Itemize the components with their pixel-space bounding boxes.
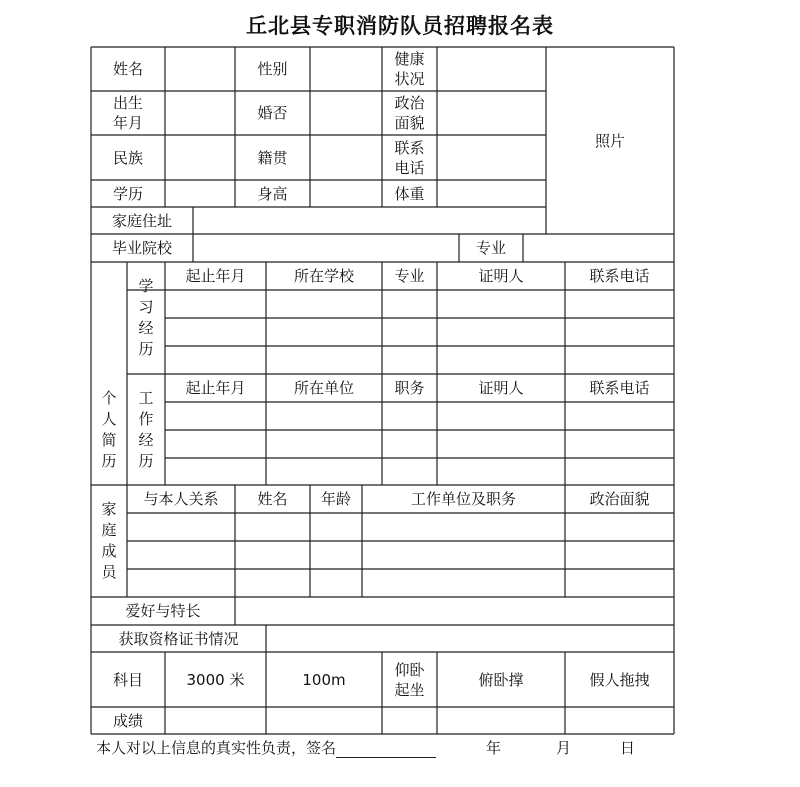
native-label <box>235 135 310 180</box>
exam-item-3-text: 俯卧撑 <box>478 670 524 689</box>
major-label-text: 专业 <box>475 239 506 257</box>
exam-item-1 <box>266 652 382 707</box>
exam-item-3 <box>437 652 565 707</box>
statement-text: 本人对以上信息的真实性负责，签名 <box>96 739 337 757</box>
score-label <box>91 707 165 734</box>
family-header-3 <box>362 485 565 513</box>
work-label-text: 工作经历 <box>138 388 154 470</box>
study-header-0 <box>165 262 266 290</box>
family-header-3-text: 工作单位及职务 <box>410 490 516 508</box>
exam-item-4 <box>565 652 674 707</box>
family-header-0 <box>127 485 235 513</box>
address-label-text: 家庭住址 <box>111 211 172 230</box>
height-label-text: 身高 <box>257 184 288 203</box>
family-header-4 <box>565 485 674 513</box>
name-label-text: 姓名 <box>112 60 143 78</box>
family-header-4-text: 政治面貌 <box>589 490 650 508</box>
exam-item-0 <box>165 652 266 707</box>
family-header-1-text: 姓名 <box>257 490 288 508</box>
family-header-2-text: 年龄 <box>320 490 351 508</box>
family-header-1 <box>235 485 310 513</box>
work-header-2 <box>382 374 437 402</box>
study-header-0-text: 起止年月 <box>185 267 246 285</box>
work-header-1 <box>266 374 382 402</box>
family-header-0-text: 与本人关系 <box>143 490 219 508</box>
address-label <box>91 207 193 234</box>
subject-label <box>91 652 165 707</box>
marriage-label <box>235 91 310 135</box>
score-label-text: 成绩 <box>112 711 143 730</box>
signature-statement <box>96 737 635 758</box>
family-header-2 <box>310 485 362 513</box>
work-header-2-text: 职务 <box>394 379 425 397</box>
political-label <box>382 91 437 135</box>
hobbies-label <box>91 597 235 625</box>
work-label <box>127 374 165 485</box>
exam-item-2-text: 仰卧起坐 <box>394 660 425 699</box>
birth-label <box>91 91 165 135</box>
study-header-4-text: 联系电话 <box>589 267 650 285</box>
work-header-4-text: 联系电话 <box>589 379 650 397</box>
day-label: 日 <box>620 739 636 757</box>
major-label <box>459 234 523 262</box>
health-label-text: 健康状况 <box>394 50 425 88</box>
height-label <box>235 180 310 207</box>
hobbies-label-text: 爱好与特长 <box>125 602 201 620</box>
work-header-1-text: 所在单位 <box>293 379 354 397</box>
family-label-text: 家庭成员 <box>101 500 117 581</box>
work-header-0 <box>165 374 266 402</box>
study-label <box>127 262 165 374</box>
exam-item-2 <box>382 652 437 707</box>
work-header-0-text: 起止年月 <box>185 379 246 397</box>
resume-label-text: 个人简历 <box>101 388 117 470</box>
birth-label-text: 出生年月 <box>112 94 143 132</box>
certificates-label <box>91 625 266 652</box>
school-label <box>91 234 193 262</box>
exam-item-0-text: 3000 米 <box>186 670 245 689</box>
phone-label <box>382 135 437 180</box>
study-header-2-text: 专业 <box>394 267 425 285</box>
exam-item-4-text: 假人拖拽 <box>589 670 650 689</box>
ethnicity-label-text: 民族 <box>112 148 143 167</box>
weight-label-text: 体重 <box>394 184 425 203</box>
education-label <box>91 180 165 207</box>
ethnicity-label <box>91 135 165 180</box>
work-header-3-text: 证明人 <box>478 379 524 397</box>
photo-label-text: 照片 <box>594 131 625 150</box>
study-header-2 <box>382 262 437 290</box>
signature-line[interactable] <box>336 741 436 758</box>
school-label-text: 毕业院校 <box>111 239 172 257</box>
family-label <box>91 485 127 597</box>
year-label: 年 <box>486 739 502 757</box>
weight-label <box>382 180 437 207</box>
certificates-label-text: 获取资格证书情况 <box>118 629 239 648</box>
native-label-text: 籍贯 <box>257 148 288 167</box>
study-header-4 <box>565 262 674 290</box>
marriage-label-text: 婚否 <box>257 104 288 122</box>
study-header-1-text: 所在学校 <box>293 267 354 285</box>
education-label-text: 学历 <box>112 184 143 203</box>
exam-item-1-text: 100m <box>302 670 346 689</box>
work-header-4 <box>565 374 674 402</box>
gender-label <box>235 47 310 91</box>
name-label <box>91 47 165 91</box>
photo-label <box>546 47 674 234</box>
phone-label-text: 联系电话 <box>394 138 425 177</box>
study-header-3-text: 证明人 <box>478 267 524 285</box>
health-label <box>382 47 437 91</box>
study-header-1 <box>266 262 382 290</box>
subject-label-text: 科目 <box>112 670 143 689</box>
month-label: 月 <box>556 739 572 757</box>
political-label-text: 政治面貌 <box>394 94 425 132</box>
study-header-3 <box>437 262 565 290</box>
form-title: 丘北县专职消防队员招聘报名表 <box>246 14 554 38</box>
study-label-text: 学习经历 <box>138 277 154 358</box>
work-header-3 <box>437 374 565 402</box>
gender-label-text: 性别 <box>257 60 288 78</box>
